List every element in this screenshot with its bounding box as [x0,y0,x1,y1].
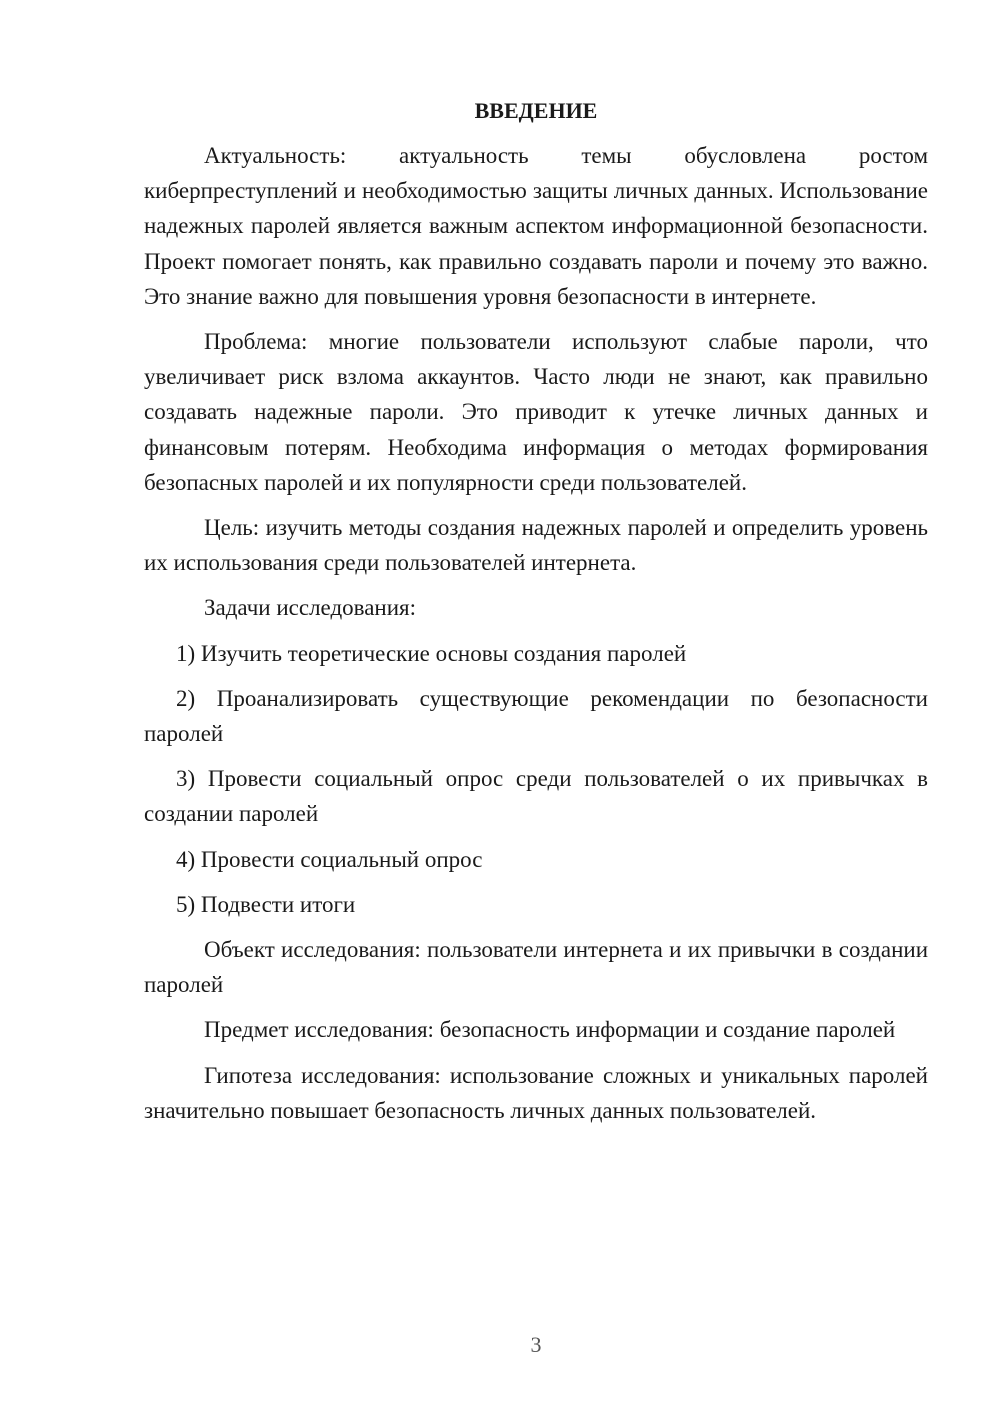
paragraph-problem: Проблема: многие пользователи используют слабые пароли, что увеличивает риск взлома аккаунтов. Часто люди не знают, как правильно создавать надежные пароли. Это приводит к утечке личных данных и финансовым потерям. Необходима информация о методах формирования безопасных паролей и их популярности среди пользователей. [144,329,928,495]
task-item-2: 2) Проанализировать существующие рекомендации по безопасности паролей [144,685,928,747]
paragraph-relevance: Актуальность: актуальность темы обусловлена ростом киберпреступлений и необходимостью защиты личных данных. Использование надежных паролей является важным аспектом информационной безопасности. Проект помогает понять, как правильно создавать пароли и почему это важно. Это знание важно для повышения уровня безопасности в интернете. [144,143,928,309]
task-item-1: 1) Изучить теоретические основы создания паролей [176,640,687,666]
paragraph-hypothesis: Гипотеза исследования: использование сложных и уникальных паролей значительно повышает безопасность личных данных пользователей. [144,1062,928,1123]
task-item-3: 3) Провести социальный опрос среди пользователей о их привычках в создании паролей [144,766,928,827]
paragraph-goal: Цель: изучить методы создания надежных паролей и определить уровень их использования среди пользователей интернета. [144,515,928,576]
page-content [144,96,928,1138]
page-number: 3 [530,1332,542,1357]
paragraph-object: Объект исследования: пользователи интернета и их привычки в создании паролей [144,937,928,998]
task-item-4: 4) Провести социальный опрос [176,846,483,872]
task-item-5: 5) Подвести итоги [176,891,356,917]
paragraph-subject: Предмет исследования: безопасность информации и создание паролей [204,1017,896,1043]
paragraph-tasks-heading: Задачи исследования: [204,595,417,621]
section-title: ВВЕДЕНИЕ [474,98,598,123]
